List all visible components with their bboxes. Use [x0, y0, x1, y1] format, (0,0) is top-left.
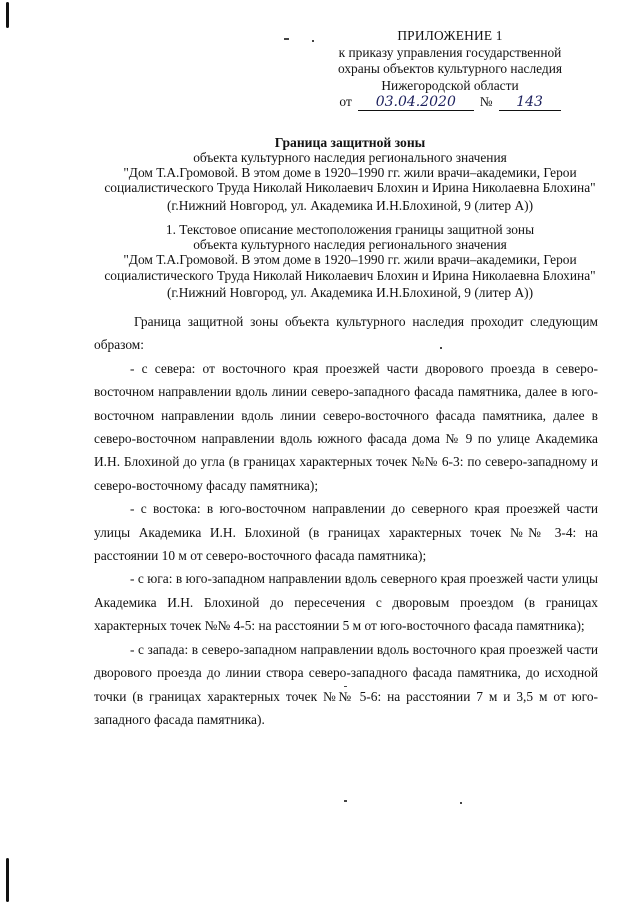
- scan-speck: [344, 800, 347, 802]
- section-line: "Дом Т.А.Громовой. В этом доме в 1920–1990 гг. жили врачи–академики, Герои: [123, 252, 577, 268]
- handwritten-number: 143: [499, 95, 561, 111]
- handwritten-date: 03.04.2020: [358, 95, 474, 111]
- intro-paragraph: Граница защитной зоны объекта культурного наследия проходит следующим образом:: [94, 314, 598, 353]
- section-title: 1. Текстовое описание местоположения границы защитной зоны: [165, 222, 535, 237]
- object-line: "Дом Т.А.Громовой. В этом доме в 1920–1990 гг. жили врачи–академики, Герои: [123, 165, 577, 181]
- east-boundary-paragraph: - с востока: в юго-восточном направлении до северного края проезжей части улицы Академика И.Н. Блохиной (в границах характерных точек №№ 3-4: на расстоянии 10 м от северо-восточного фасада памятника);: [94, 501, 598, 564]
- appendix-order-line: к приказу управления государственной: [338, 44, 562, 60]
- appendix-authority-line: охраны объектов культурного наследия: [337, 61, 563, 76]
- north-boundary-paragraph: - с севера: от восточного края проезжей части дворового проезда в северо-восточном направлении вдоль линии северо-западного фасада памятника, далее в юго-восточном направлении вдоль линии северо-восточного фасада памятника, далее в северо-восточном направлении вдоль южного фасада дома № 9 по улице Академика И.Н. Блохиной до угла (в границах характерных точек №№ 6-3: по северо-западному и северо-восточному фасаду памятника);: [94, 360, 598, 493]
- appendix-header: [300, 28, 600, 111]
- appendix-date-row: [300, 94, 600, 111]
- appendix-title: ПРИЛОЖЕНИЕ 1: [397, 28, 503, 43]
- scan-speck: [284, 38, 289, 40]
- west-boundary-paragraph: - с запада: в северо-западном направлении вдоль восточного края проезжей части дворового проезда до линии створа северо-западного фасада памятника, до исходной точки (в границах характерных точек №№ 5-6: на расстоянии 7 м и 3,5 м от юго-западного фасада памятника).: [94, 641, 598, 727]
- object-line: социалистического Труда Николай Николаевич Блохин и Ирина Николаевна Блохина": [104, 180, 596, 196]
- scan-edge-mark-top: [6, 2, 9, 28]
- section-line: объекта культурного наследия регионального значения: [193, 237, 507, 253]
- document-heading: Граница защитной зоны: [274, 135, 426, 150]
- date-prefix: от: [339, 94, 352, 109]
- object-line: объекта культурного наследия регионального значения: [193, 150, 507, 165]
- section-heading: [60, 222, 640, 300]
- number-prefix: №: [479, 94, 493, 109]
- section-address: (г.Нижний Новгород, ул. Академика И.Н.Блохиной, 9 (литер А)): [166, 284, 534, 300]
- scan-edge-mark-bottom: [6, 858, 9, 902]
- object-address: (г.Нижний Новгород, ул. Академика И.Н.Блохиной, 9 (литер А)): [166, 197, 534, 213]
- object-description: [60, 150, 640, 213]
- scan-speck: [460, 802, 462, 804]
- section-line: социалистического Труда Николай Николаевич Блохин и Ирина Николаевна Блохина": [104, 267, 596, 283]
- boundary-description: [94, 310, 598, 731]
- appendix-region-line: Нижегородской области: [381, 77, 519, 93]
- south-boundary-paragraph: - с юга: в юго-западном направлении вдоль северного края проезжей части улицы Академика И.Н. Блохиной до пересечения с дворовым проездом (в границах характерных точек №№ 4-5: на расстоянии 5 м от юго-восточного фасада памятника);: [94, 571, 598, 634]
